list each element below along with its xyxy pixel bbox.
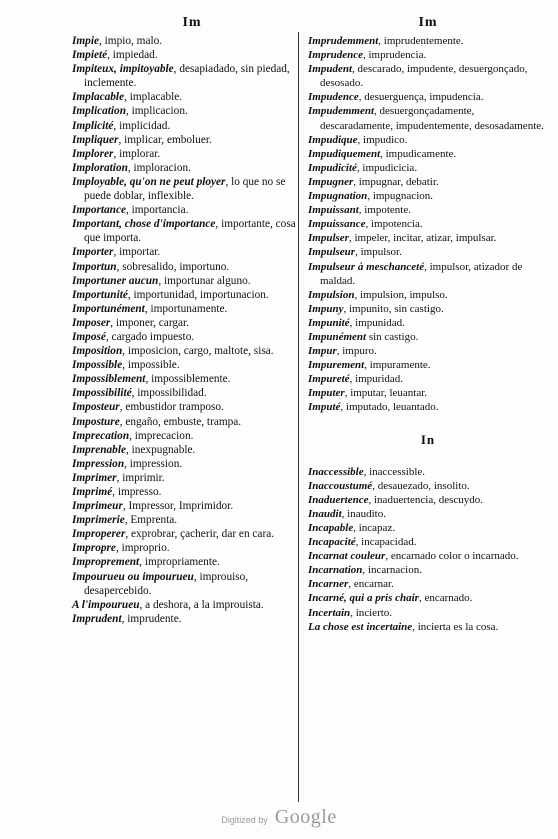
left-entry-list [72,34,312,626]
entry-headword: Important, chose d'importance [72,218,216,231]
entry-headword: Importun [72,260,117,273]
dictionary-entry [72,203,312,217]
entry-translation: , improprio. [115,542,170,555]
dictionary-entry [72,400,312,414]
entry-headword: Incertain [308,606,351,619]
dictionary-entry [72,147,312,161]
entry-headword: Imprimé [72,486,113,498]
entry-translation: , impunidad. [349,316,405,329]
dictionary-entry [308,302,548,316]
dictionary-entry [72,316,312,330]
entry-translation: , incarnacion. [362,564,422,577]
entry-headword: Imprecation [72,429,130,442]
dictionary-entry [72,217,312,245]
entry-headword: Impiteux, impitoyable [72,63,174,76]
entry-headword: Implorer [72,147,114,160]
entry-headword: Impugnation [308,190,368,203]
entry-translation: , exprobrar, çacherir, dar en cara. [125,528,275,541]
dictionary-entry [72,598,312,612]
right-entry-list-second [308,465,548,634]
entry-translation: , impotente. [358,204,411,217]
entry-translation: , impiedad. [107,49,158,62]
entry-translation: , improuiso, desapercebido. [84,570,249,597]
entry-headword: Impunément [308,330,367,343]
dictionary-entry [72,443,312,457]
entry-headword: Improperer [72,528,126,541]
entry-headword: Imprudemment [308,35,379,47]
dictionary-entry [308,133,548,147]
entry-translation: , impuramente. [364,359,431,372]
entry-translation: , impulsor, atizador de maldad. [320,260,523,287]
dictionary-entry [72,457,312,471]
dictionary-entry [308,34,548,48]
entry-headword: Impudence [308,91,359,104]
entry-headword: Impudicité [308,161,357,174]
entry-headword: Incarné, qui a pris chair [308,592,419,605]
entry-headword: Impurement [308,359,365,372]
entry-translation: , encarnado color o incarnado. [385,550,519,563]
entry-headword: Imprimerie [72,514,125,527]
dictionary-entry [308,161,548,175]
entry-headword: Impur [308,345,337,358]
entry-headword: Imputé [308,401,341,414]
dictionary-entry [72,612,312,626]
entry-translation: , implacable. [124,91,183,104]
entry-headword: Importunité [72,288,128,301]
entry-translation: , inaccessible. [363,465,426,478]
entry-translation: , impresso. [112,486,162,498]
dictionary-entry [72,499,312,513]
dictionary-entry [308,465,548,479]
entry-headword: Impureté [308,373,350,386]
entry-translation: , imprecacion. [129,429,194,442]
entry-headword: Impuissance [308,218,366,231]
entry-translation: , imprudencia. [363,49,427,62]
entry-translation: , inaudito. [341,507,386,520]
entry-translation: , desauezado, insolito. [372,479,470,492]
dictionary-entry [308,260,548,288]
entry-translation: , importunar alguno. [158,274,251,287]
entry-headword: Impugner [308,175,354,188]
entry-headword: Impudique [308,133,358,146]
entry-translation: , impudicamente. [380,147,457,160]
entry-translation: , encarnado. [418,592,473,605]
entry-translation: , importunamente. [144,302,228,315]
dictionary-entry [72,48,312,62]
entry-translation: , cargado impuesto. [105,330,195,343]
left-column [72,0,312,626]
entry-translation: , descarado, impudente, desuergonçado, desosado. [320,63,528,90]
entry-translation: , impugnacion. [367,190,433,203]
entry-headword: Impression [72,457,125,470]
entry-headword: Inaccoustumé [308,479,373,492]
entry-translation: , impeler, incitar, atizar, impulsar. [348,232,497,245]
entry-translation: , imprimir. [116,471,165,484]
dictionary-entry [72,330,312,344]
entry-headword: Imployable, qu'on ne peut ployer [72,175,226,188]
dictionary-entry [308,386,548,400]
digitized-label: Digitized by [221,815,268,825]
entry-headword: Importunément [72,302,145,315]
entry-translation: , imploracion. [127,161,191,174]
dictionary-entry [308,479,548,493]
entry-translation: , imputado, leuantado. [340,401,439,414]
entry-headword: Importuner aucun [72,274,159,287]
entry-headword: Inaccessible [308,465,364,478]
dictionary-entry [308,231,548,245]
dictionary-entry [308,62,548,90]
dictionary-entry [72,415,312,429]
dictionary-entry [72,302,312,316]
dictionary-entry [308,175,548,189]
dictionary-entry [72,485,312,499]
entry-translation: , impossibilidad. [131,387,207,400]
entry-translation: , embustidor tramposo. [119,401,224,414]
dictionary-entry [72,288,312,302]
entry-headword: Imploration [72,161,128,174]
entry-headword: Importance [72,204,126,217]
dictionary-entry [308,288,548,302]
entry-headword: Implication [72,105,126,118]
dictionary-entry [308,344,548,358]
dictionary-entry [72,133,312,147]
entry-headword: Impuissant [308,204,359,217]
entry-translation: , importunidad, importunacion. [127,288,269,301]
entry-translation: , a deshora, a la improuista. [139,598,264,611]
digitized-watermark [0,806,558,829]
entry-translation: , incapaz. [353,522,396,534]
entry-headword: Impulseur [308,246,356,259]
entry-translation: , impugnar, debatir. [353,175,439,188]
entry-headword: Impulsion [308,288,355,301]
entry-translation: , Emprenta. [124,514,178,527]
entry-translation: , incierta es la cosa. [412,620,499,633]
dictionary-entry [308,535,548,549]
entry-translation: , implorar. [113,147,161,160]
dictionary-entry [308,591,548,605]
entry-translation: , desapiadado, sin piedad, inclemente. [84,63,290,90]
dictionary-entry [72,104,312,118]
dictionary-entry [72,245,312,259]
entry-headword: Incarnat couleur [308,550,386,563]
entry-headword: Inaduertence [308,493,369,506]
entry-headword: Imprenable [72,443,126,456]
dictionary-entry [72,119,312,133]
entry-headword: Imposture [72,415,120,428]
entry-translation: , imponer, cargar. [110,316,189,329]
entry-headword: Impossible [72,359,123,372]
entry-translation: , imposicion, cargo, maltote, sisa. [122,345,274,358]
entry-headword: Improprement [72,556,140,569]
entry-headword: Imputer [308,387,345,400]
entry-headword: Incapable [308,522,354,534]
entry-translation: , inexpugnable. [125,443,196,456]
dictionary-entry [308,549,548,563]
dictionary-entry [72,62,312,90]
dictionary-entry [308,521,548,535]
entry-headword: Imprimer [72,471,117,484]
dictionary-entry [72,161,312,175]
left-running-head: Im [182,15,202,30]
entry-headword: Impourueu ou impourueu [72,570,194,583]
dictionary-entry [308,104,548,132]
entry-headword: Impudiquement [308,147,381,160]
entry-headword: Impudemment [308,105,375,118]
dictionary-entry [72,90,312,104]
right-entry-list [308,34,548,415]
entry-translation: , incierto. [350,606,393,619]
dictionary-entry [72,386,312,400]
right-column [308,0,548,634]
dictionary-entry [308,358,548,372]
entry-headword: Imprudent [72,612,122,625]
entry-translation: , impression. [124,457,183,470]
dictionary-entry [72,344,312,358]
dictionary-entry [308,245,548,259]
entry-translation: , lo que no se puede doblar, inflexible. [84,175,286,203]
entry-translation: , engaño, embuste, trampa. [119,415,242,428]
dictionary-entry [308,400,548,414]
entry-translation: , impulsor. [355,246,402,259]
entry-headword: Impie [72,35,99,47]
dictionary-entry [308,577,548,591]
entry-headword: La chose est incertaine [308,620,413,633]
entry-translation: , impulsion, impulso. [354,288,448,301]
entry-translation: , impudicicia. [356,161,418,174]
section-heading: In [420,431,436,447]
dictionary-entry [308,507,548,521]
entry-translation: , imputar, leuantar. [344,387,428,400]
entry-translation: , importancia. [125,204,189,217]
entry-headword: A l'impourueu [72,598,140,611]
dictionary-entry [308,48,548,62]
entry-translation: , desuerguença, impudencia. [358,91,484,104]
entry-headword: Impossibilité [72,387,132,400]
entry-translation: , encarnar. [348,578,394,591]
dictionary-entry [308,316,548,330]
entry-translation: , impuridad. [349,373,404,386]
entry-translation: , impotencia. [365,218,423,231]
entry-headword: Imposteur [72,401,120,414]
dictionary-entry [72,541,312,555]
entry-translation: , importar. [113,246,161,259]
dictionary-entry [72,513,312,527]
entry-headword: Implicité [72,119,114,132]
dictionary-entry [308,189,548,203]
entry-translation: , sobresalido, importuno. [116,260,230,273]
entry-translation: , desuergonçadamente, descaradamente, impudentemente, desosadamente. [320,105,544,132]
column-divider [298,32,299,802]
entry-headword: Impudent [308,63,353,76]
dictionary-entry [308,203,548,217]
entry-headword: Imposition [72,345,123,358]
dictionary-entry [308,217,548,231]
entry-headword: Impulseur à meschanceté [308,260,425,273]
entry-translation: , incapacidad. [355,536,417,549]
entry-headword: Impossiblement [72,373,146,386]
entry-translation: , impio, malo. [99,35,163,47]
entry-translation: , impuro. [336,345,377,358]
dictionary-entry [308,90,548,104]
dictionary-entry [72,429,312,443]
entry-translation: , importante, cosa que importa. [84,218,296,245]
dictionary-entry [308,147,548,161]
entry-headword: Inaudit [308,507,342,520]
entry-headword: Impieté [72,49,108,62]
dictionary-entry [72,34,312,48]
entry-translation: , impunito, sin castigo. [343,302,444,315]
dictionary-entry [72,260,312,274]
entry-headword: Impulser [308,232,349,245]
dictionary-entry [72,372,312,386]
entry-headword: Impropre [72,542,116,555]
entry-headword: Imposé [72,330,106,343]
entry-headword: Imprudence [308,49,363,62]
entry-headword: Impunité [308,316,350,329]
dictionary-entry [72,274,312,288]
entry-headword: Incarner [308,578,349,591]
entry-headword: Incarnation [308,564,363,577]
entry-headword: Importer [72,246,114,259]
dictionary-entry [72,555,312,569]
dictionary-entry [308,330,548,344]
entry-headword: Imprimeur [72,500,123,513]
dictionary-entry [72,175,312,203]
entry-headword: Impliquer [72,133,119,146]
entry-translation: , impossiblemente. [145,373,231,386]
entry-translation: , imprudente. [121,612,182,625]
dictionary-entry [308,606,548,620]
entry-translation: , implicar, emboluer. [118,133,212,146]
entry-translation: , inaduertencia, descuydo. [368,493,484,506]
dictionary-entry [72,358,312,372]
dictionary-entry [308,493,548,507]
entry-translation: , implicidad. [113,119,171,132]
dictionary-entry [308,372,548,386]
entry-translation: sin castigo. [366,330,419,343]
right-running-head: Im [418,15,438,30]
entry-headword: Impuny [308,302,344,315]
entry-translation: , impossible. [122,359,180,372]
dictionary-entry [72,527,312,541]
entry-translation: , Impressor, Imprimidor. [122,500,234,513]
entry-translation: , impudico. [357,133,408,146]
entry-translation: , implicacion. [125,105,188,118]
dictionary-entry [308,563,548,577]
entry-headword: Implacable [72,91,125,104]
entry-translation: , impropriamente. [139,556,220,569]
dictionary-entry [72,471,312,485]
entry-translation: , imprudentemente. [378,35,464,47]
dictionary-entry [72,570,312,598]
google-logo: Google [274,806,337,828]
entry-headword: Incapacité [308,536,356,549]
entry-headword: Imposer [72,316,111,329]
dictionary-entry [308,620,548,634]
